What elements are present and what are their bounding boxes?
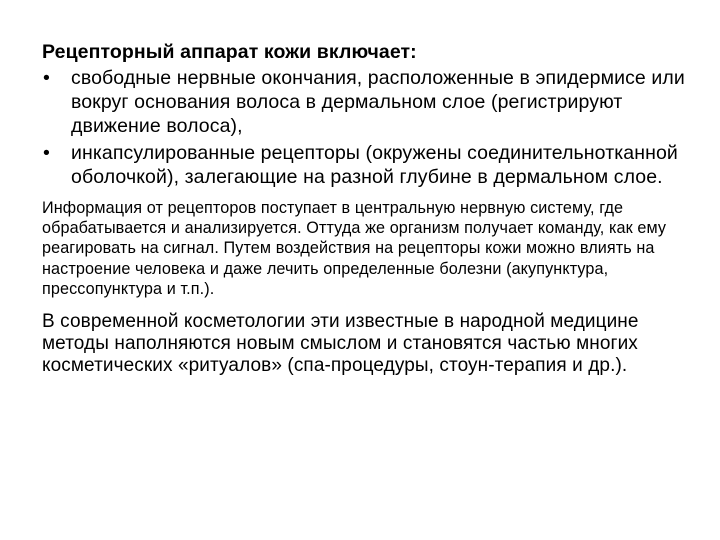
bullet-item-free-nerve-endings xyxy=(42,66,692,138)
bullet-text: свободные нервные окончания, расположенные в эпидермисе или вокруг основания волоса в дермальном слое (регистрируют движение волоса), xyxy=(71,67,685,137)
bullet-item-encapsulated-receptors xyxy=(42,141,692,189)
slide-content xyxy=(42,38,692,378)
bullet-icon: • xyxy=(43,67,50,89)
bullet-icon: • xyxy=(43,142,50,164)
bullet-list xyxy=(42,66,692,189)
slide-heading: Рецепторный аппарат кожи включает: xyxy=(42,41,417,63)
bullet-text: инкапсулированные рецепторы (окружены соединительнотканной оболочкой), залегающие на разной глубине в дермальном слое. xyxy=(71,142,678,188)
paragraph-receptor-info: Информация от рецепторов поступает в центральную нервную систему, где обрабатывается и анализируется. Оттуда же организм получает команду, как ему реагировать на сигнал. Путем воздействия на рецепторы кожи можно влиять на настроение человека и даже лечить определенные болезни (акупунктура, прессопунктура и т.п.). xyxy=(42,199,667,298)
paragraph-cosmetology: В современной косметологии эти известные в народной медицине методы наполняются новым смыслом и становятся частью многих косметических «ритуалов» (спа-процедуры, стоун-терапия и др.). xyxy=(42,311,639,377)
